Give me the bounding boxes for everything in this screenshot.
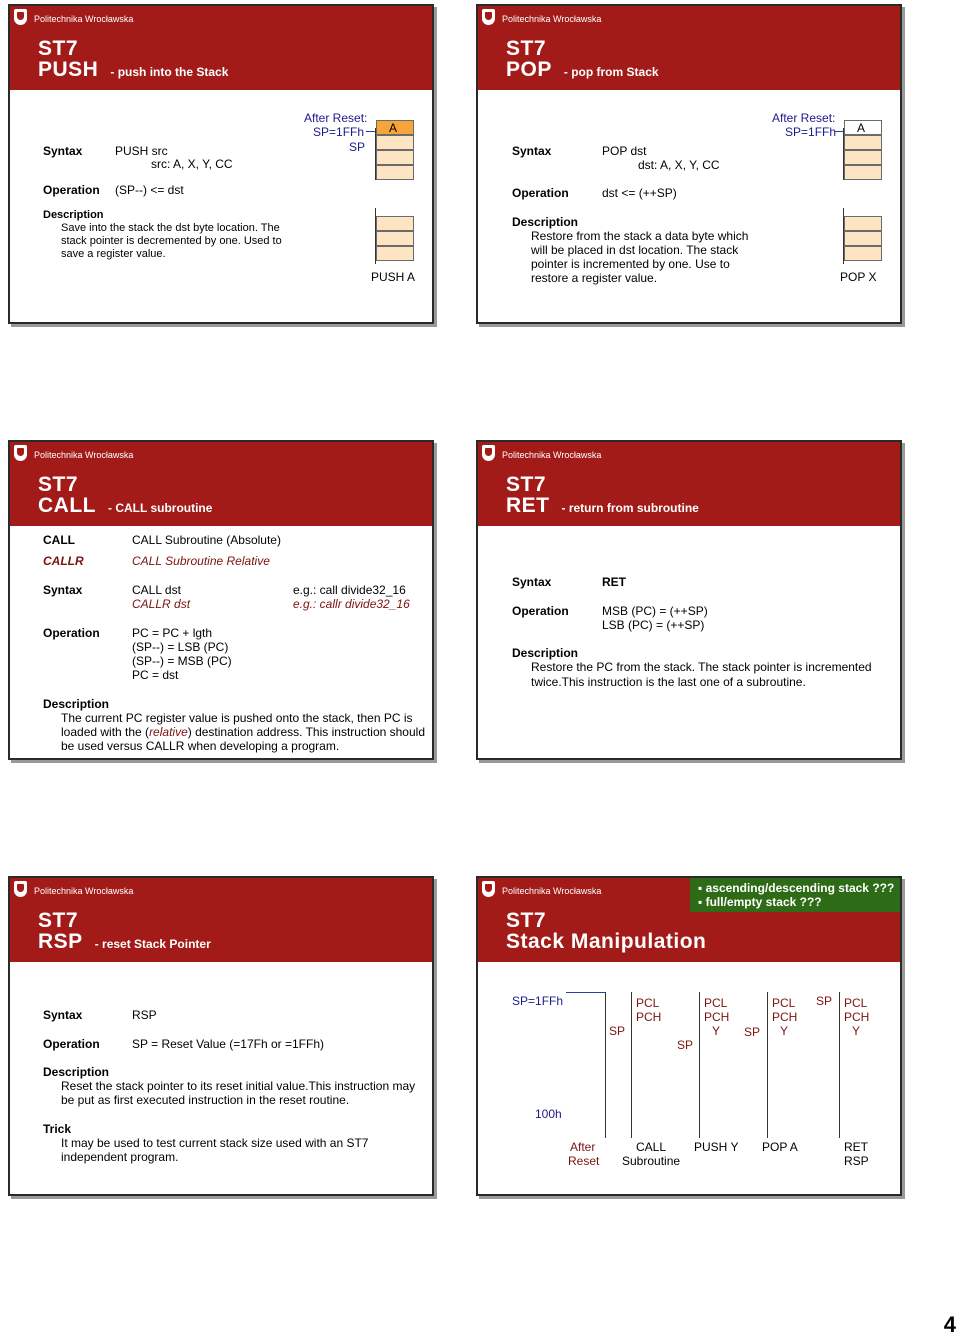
stack-bottom-address: 100h [535,1107,562,1121]
slide-title-line2: PUSH - push into the Stack [38,58,229,81]
stack-cell [844,231,882,246]
stack-cell [376,216,414,231]
diagram-caption: PUSH A [371,270,416,284]
example-line1: e.g.: call divide32_16 [293,583,406,597]
slide-title-line1: ST7 [38,37,79,60]
slide-stack-manipulation [476,876,902,1196]
syntax-line2: src: A, X, Y, CC [151,157,233,171]
crest-icon [482,9,495,25]
caption-after: After [570,1140,596,1154]
slide-header [478,442,900,526]
syntax-line2: CALLR dst [132,597,191,611]
stack-cell [844,150,882,165]
stack-column-edge [699,992,700,1138]
after-reset-label: After Reset: [304,111,368,125]
diagram-caption: POP X [840,270,877,284]
syntax-line2: dst: A, X, Y, CC [638,158,720,172]
stack-sp: SP [816,994,833,1008]
description-line2: stack pointer is decremented by one. Used to [61,235,282,247]
crest-icon [482,445,495,461]
slide-push [8,4,434,324]
description-line1: Reset the stack pointer to its reset initial value.This instruction may [61,1079,416,1093]
slide-title-line1: ST7 [38,473,79,496]
description-label: Description [512,646,579,660]
slide-rsp [8,876,434,1196]
operation-label: Operation [512,604,569,618]
trick-label: Trick [43,1122,72,1136]
example-line2: e.g.: callr divide32_16 [293,597,410,611]
slide-title-line2: RSP - reset Stack Pointer [38,930,211,953]
stack-pch: PCH [844,1010,870,1024]
call-description: CALL Subroutine (Absolute) [132,533,281,547]
crest-icon [14,9,27,25]
callr-description: CALL Subroutine Relative [132,554,270,568]
caption-push-y: PUSH Y [694,1140,739,1154]
operation-text: dst <= (++SP) [602,186,677,200]
caption-ret: RET [844,1140,868,1154]
slide-call [8,440,434,760]
description-line1: Restore from the stack a data byte which [531,229,749,243]
after-reset-label: After Reset: [772,111,836,125]
crest-icon [14,881,27,897]
stack-pcl: PCL [636,996,660,1010]
stack-pch: PCH [772,1010,798,1024]
stack-pcl: PCL [704,996,728,1010]
description-label: Description [512,215,579,229]
operation-line2: LSB (PC) = (++SP) [602,618,705,632]
stack-column-edge [605,992,606,1138]
stack-sp: SP [609,1024,626,1038]
stack-pcl: PCL [772,996,796,1010]
stack-cell [376,135,414,150]
caption-pop-a: POP A [762,1140,798,1154]
description-line1: Restore the PC from the stack. The stack pointer is incremented [531,660,872,674]
description-line3: pointer is incremented by one. Use to [531,257,730,271]
slide-header [478,6,900,90]
description-label: Description [43,1065,110,1079]
slide-subtitle: - reset Stack Pointer [94,937,211,951]
syntax-label: Syntax [512,575,552,589]
sp-pointer-line [566,992,606,993]
slide-subtitle: - CALL subroutine [108,501,213,515]
stack-cell [844,135,882,150]
question-bullet-1: ▪ ascending/descending stack ??? [698,881,895,895]
stack-y: Y [780,1024,789,1038]
stack-pch: PCH [704,1010,730,1024]
stack-cell-a-label: A [857,121,866,135]
operation-text: SP = Reset Value (=17Fh or =1FFh) [132,1037,324,1051]
slide-title-line1: ST7 [38,909,79,932]
description-line2: will be placed in dst location. The stack [531,243,739,257]
slide-header [10,878,432,962]
university-name: Politechnika Wrocławska [502,450,602,460]
operation-label: Operation [43,626,100,640]
sp-reset-value: SP=1FFh [785,125,837,139]
trick-line2: independent program. [61,1150,179,1164]
university-name: Politechnika Wrocławska [34,886,134,896]
stack-cell [844,165,882,180]
syntax-text: RET [602,575,626,589]
crest-icon [482,881,495,897]
slide-pop [476,4,902,324]
stack-cell [376,231,414,246]
syntax-line1: PUSH src [115,144,168,158]
operation-text: (SP--) <= dst [115,183,184,197]
stack-sp: SP [744,1025,761,1039]
trick-line1: It may be used to test current stack size used with an ST7 [61,1136,369,1150]
operation-line2: (SP--) = LSB (PC) [132,640,229,654]
question-bullet-2: ▪ full/empty stack ??? [698,895,822,909]
stack-column-edge [631,992,632,1138]
slide-title-line2: RET - return from subroutine [506,494,699,517]
syntax-label: Syntax [43,1008,83,1022]
slide-title-line2: CALL - CALL subroutine [38,494,213,517]
description-line1: The current PC register value is pushed onto the stack, then PC is [61,711,413,725]
description-line2: twice.This instruction is the last one of a subroutine. [531,675,806,689]
call-label: CALL [43,533,75,547]
university-name: Politechnika Wrocławska [502,886,602,896]
slide-subtitle: - push into the Stack [110,65,229,79]
stack-cell [376,246,414,261]
description-line3: be used versus CALLR when developing a program. [61,739,340,753]
stack-column-edge [839,992,840,1138]
university-name: Politechnika Wrocławska [502,14,602,24]
stack-column-edge [767,992,768,1138]
university-name: Politechnika Wrocławska [34,14,134,24]
stack-cell [844,216,882,231]
stack-pcl: PCL [844,996,868,1010]
question-box [690,878,900,912]
syntax-text: RSP [132,1008,157,1022]
syntax-line1: CALL dst [132,583,181,597]
syntax-label: Syntax [43,144,83,158]
stack-pch: PCH [636,1010,662,1024]
sp-label: SP [349,140,366,154]
stack-cell-a-label: A [389,121,398,135]
stack-y: Y [852,1024,861,1038]
slide-title-line1: ST7 [506,473,547,496]
slide-title-line1: ST7 [506,909,547,932]
slide-header [10,442,432,526]
stack-cell [376,165,414,180]
university-name: Politechnika Wrocławska [34,450,134,460]
description-line3: save a register value. [61,248,166,260]
description-line1: Save into the stack the dst byte location. The [61,222,280,234]
description-label: Description [43,697,110,711]
syntax-label: Syntax [43,583,83,597]
slide-ret [476,440,902,760]
slide-title-line2: Stack Manipulation [506,930,707,953]
slide-subtitle: - return from subroutine [561,501,699,515]
operation-line1: PC = PC + lgth [132,626,213,640]
stack-y: Y [712,1024,721,1038]
page-number: 4 [943,1312,956,1337]
sp-reset-value: SP=1FFh [313,125,365,139]
operation-label: Operation [512,186,569,200]
caption-subroutine: Subroutine [622,1154,681,1168]
operation-line3: (SP--) = MSB (PC) [132,654,232,668]
operation-line1: MSB (PC) = (++SP) [602,604,708,618]
syntax-label: Syntax [512,144,552,158]
description-line4: restore a register value. [531,271,658,285]
caption-call: CALL [636,1140,667,1154]
operation-label: Operation [43,1037,100,1051]
crest-icon [14,445,27,461]
slide-title-line2: POP - pop from Stack [506,58,659,81]
syntax-line1: POP dst [602,144,647,158]
operation-line4: PC = dst [132,668,179,682]
caption-rsp: RSP [844,1154,869,1168]
description-line2: be put as first executed instruction in the reset routine. [61,1093,350,1107]
description-line2: loaded with the (relative) destination address. This instruction should [61,725,425,739]
slide-title-line1: ST7 [506,37,547,60]
operation-label: Operation [43,183,100,197]
stack-cell [844,246,882,261]
sp-reset-value: SP=1FFh [512,994,564,1008]
callr-label: CALLR [43,554,84,568]
stack-cell [376,150,414,165]
caption-reset: Reset [568,1154,600,1168]
description-label: Description [43,209,104,221]
stack-sp: SP [677,1038,694,1052]
slide-header [10,6,432,90]
slide-subtitle: - pop from Stack [563,65,659,79]
